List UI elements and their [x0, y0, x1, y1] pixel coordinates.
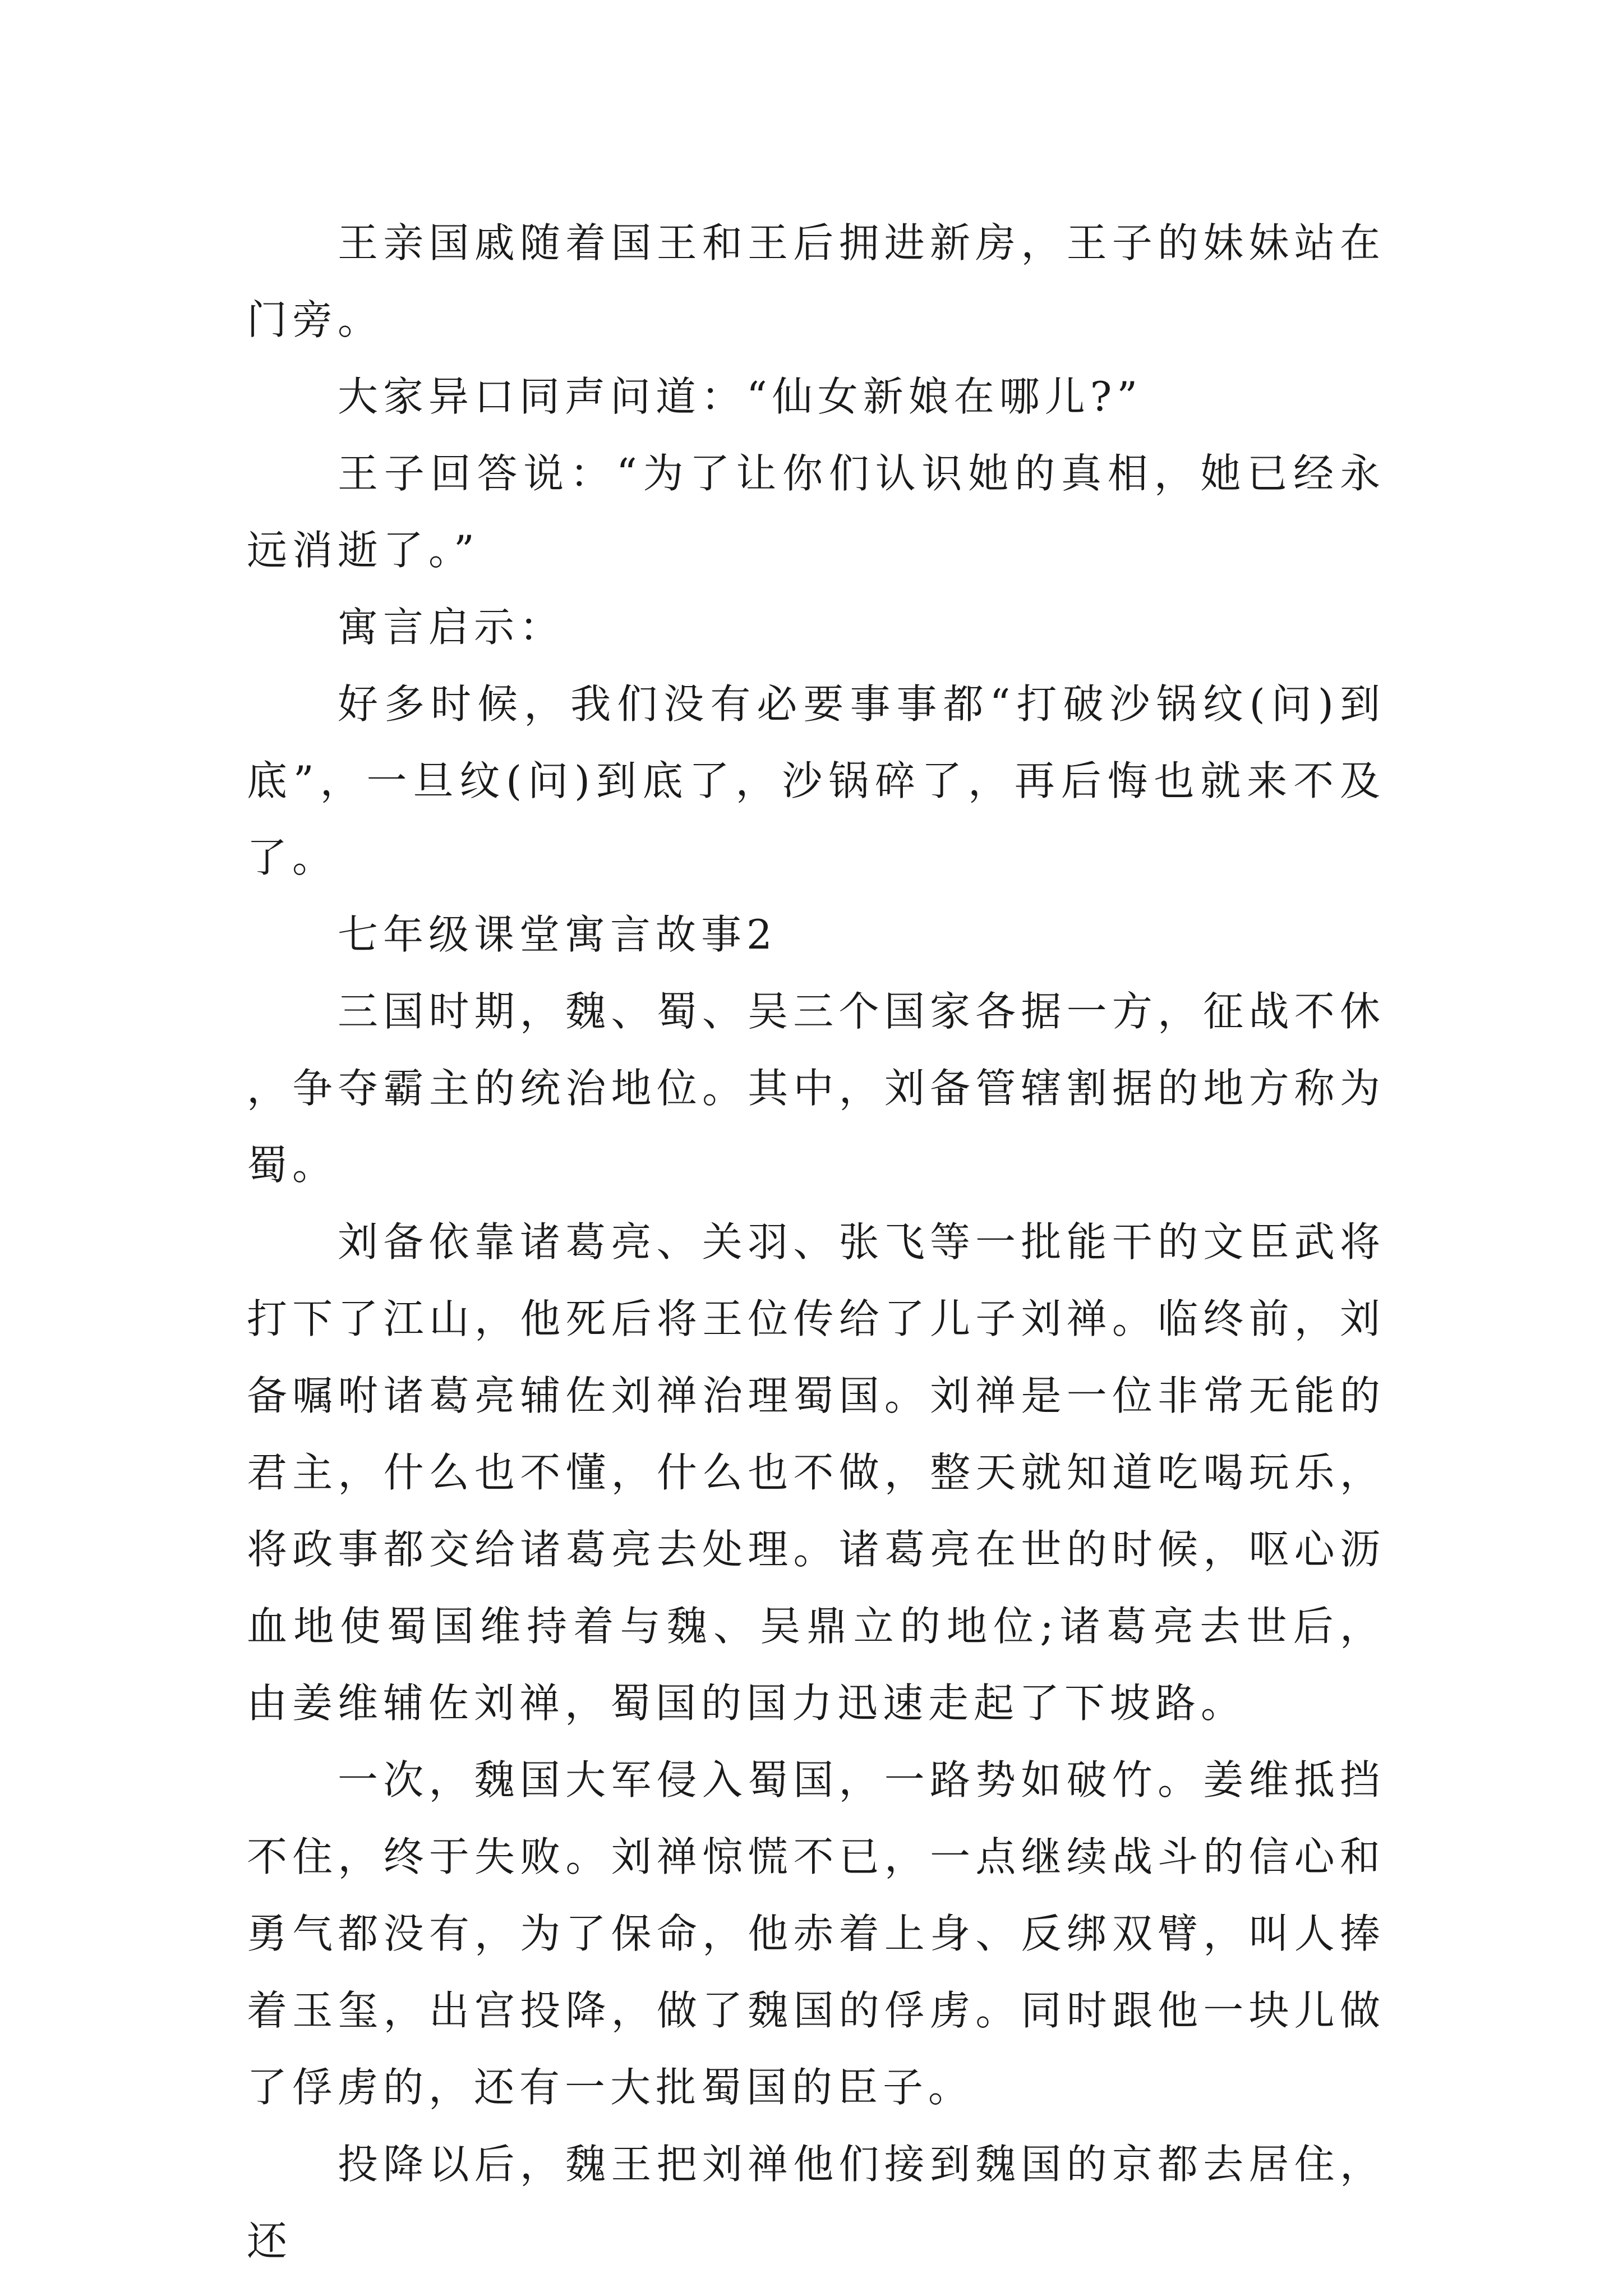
paragraph: 寓言启示： [338, 604, 565, 651]
paragraph: 三国时期，魏、蜀、吴三个国家各据一方，征战不休，争夺霸主的统治地位。其中，刘备管辖割据的地方称为蜀。 [247, 988, 1385, 1189]
section-heading: 七年级课堂寓言故事2 [338, 911, 777, 958]
paragraph: 好多时候，我们没有必要事事都“打破沙锅纹(问)到底”，一旦纹(问)到底了，沙锅碎了，再后悔也就来不及了。 [247, 680, 1385, 881]
paragraph: 大家异口同声问道：“仙女新娘在哪儿?” [338, 373, 1143, 420]
document-body [247, 205, 1385, 2280]
paragraph: 刘备依靠诸葛亮、关羽、张飞等一批能干的文臣武将打下了江山，他死后将王位传给了儿子刘禅。临终前，刘备嘱咐诸葛亮辅佐刘禅治理蜀国。刘禅是一位非常无能的君主，什么也不懂，什么也不做，整天就知道吃喝玩乐，将政事都交给诸葛亮去处理。诸葛亮在世的时候，呕心沥血地使蜀国维持着与魏、吴鼎立的地位;诸葛亮去世后，由姜维辅佐刘禅，蜀国的国力迅速走起了下坡路。 [247, 1218, 1385, 1727]
paragraph: 王亲国戚随着国王和王后拥进新房，王子的妹妹站在门旁。 [247, 219, 1385, 343]
paragraph: 一次，魏国大军侵入蜀国，一路势如破竹。姜维抵挡不住，终于失败。刘禅惊慌不已，一点继续战斗的信心和勇气都没有，为了保命，他赤着上身、反绑双臂，叫人捧着玉玺，出宫投降，做了魏国的俘虏。同时跟他一块儿做了俘虏的，还有一大批蜀国的臣子。 [247, 1756, 1385, 2111]
paragraph: 王子回答说：“为了让你们认识她的真相，她已经永远消逝了。” [247, 450, 1385, 574]
paragraph: 投降以后，魏王把刘禅他们接到魏国的京都去居住，还 [247, 2141, 1385, 2265]
